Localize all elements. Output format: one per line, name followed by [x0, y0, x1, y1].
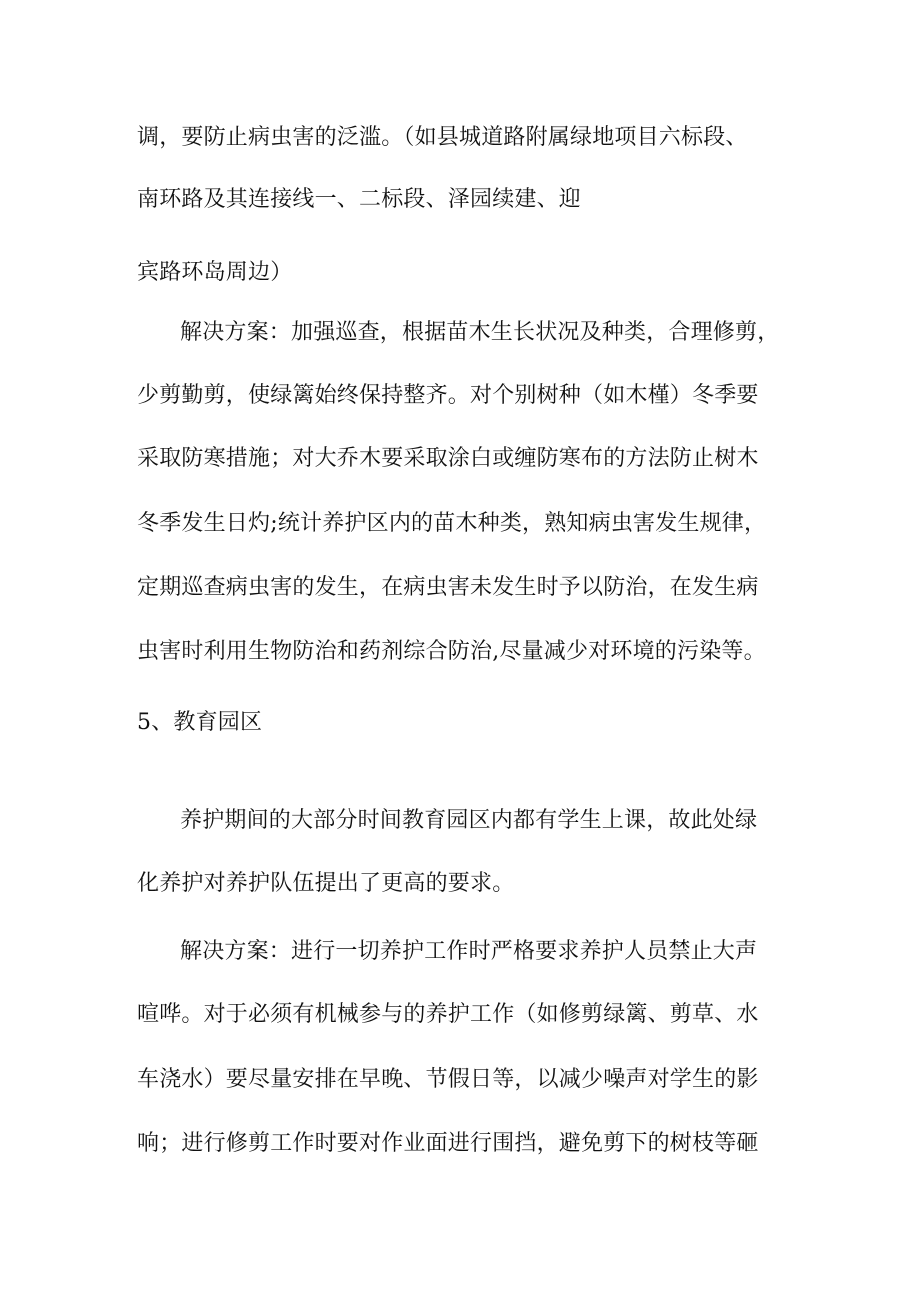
paragraph-solution-1-line-1: 解决方案：加强巡查，根据苗木生长状况及种类，合理修剪，	[180, 320, 780, 345]
text-line-8: 定期巡查病虫害的发生，在病虫害未发生时予以防治，在发生病	[137, 575, 759, 600]
text-line-15: 车浇水）要尽量安排在早晚、节假日等，以减少噪声对学生的影	[137, 1067, 759, 1092]
text-line-7: 冬季发生日灼;统计养护区内的苗木种类，熟知病虫害发生规律，	[137, 511, 767, 536]
text-line-9: 虫害时利用生物防治和药剂综合防治,尽量减少对环境的污染等。	[137, 639, 766, 664]
text-line-12: 化养护对养护队伍提出了更高的要求。	[137, 871, 515, 896]
paragraph-education-line-1: 养护期间的大部分时间教育园区内都有学生上课，故此处绿	[180, 808, 758, 833]
section-heading: 5、教育园区	[137, 710, 263, 735]
text-line-16: 响；进行修剪工作时要对作业面进行围挡，避免剪下的树枝等砸	[137, 1131, 759, 1156]
text-line-2: 南环路及其连接线一、二标段、泽园续建、迎	[137, 187, 582, 212]
text-line-5: 少剪勤剪，使绿篱始终保持整齐。对个别树种（如木槿）冬季要	[137, 383, 759, 408]
text-line-3: 宾路环岛周边）	[137, 260, 293, 285]
paragraph-solution-2-line-1: 解决方案：进行一切养护工作时严格要求养护人员禁止大声	[180, 939, 758, 964]
text-line-1: 调，要防止病虫害的泛滥。（如县城道路附属绿地项目六标段、	[137, 125, 748, 150]
text-line-6: 采取防寒措施；对大乔木要采取涂白或缠防寒布的方法防止树木	[137, 446, 759, 471]
text-line-14: 喧哗。对于必须有机械参与的养护工作（如修剪绿篱、剪草、水	[137, 1002, 759, 1027]
